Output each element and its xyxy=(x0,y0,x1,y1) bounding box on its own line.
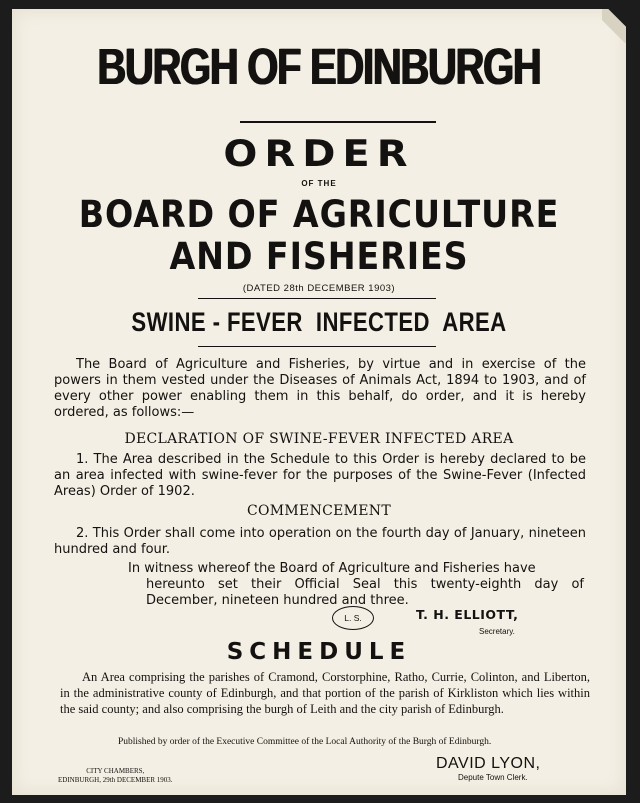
signatory-title: Secretary. xyxy=(479,627,515,636)
chambers-address xyxy=(58,767,173,785)
area-heading: SWINE - FEVER INFECTED AREA xyxy=(131,307,507,337)
intro-paragraph: The Board of Agriculture and Fisheries, by virtue and in exercise of the powers in them vested under the Diseases of Animals Act, 1894 to 1903, and of every other power enabling them in this behalf, do order, and it is hereby ordered, as follows:— xyxy=(54,357,586,420)
published-notice: Published by order of the Executive Committee of the Local Authority of the Burgh of Edinburgh. xyxy=(118,737,492,747)
witness-paragraph xyxy=(128,561,584,609)
board-heading-line1: BOARD OF AGRICULTURE xyxy=(78,193,560,236)
clause-1: 1. The Area described in the Schedule to this Order is hereby declared to be an area infected with swine-fever for the purposes of the Swine-Fever (Infected Areas) Order of 1902. xyxy=(54,452,586,499)
official-seal: L. S. xyxy=(332,606,374,630)
chambers-line-1: CITY CHAMBERS, xyxy=(86,767,145,775)
of-the-label: OF THE xyxy=(301,179,337,188)
clause-2: 2. This Order shall come into operation on the fourth day of January, nineteen hundred and four. xyxy=(54,526,586,557)
schedule-paragraph: An Area comprising the parishes of Cramond, Corstorphine, Ratho, Currie, Colinton, and Liberton, in the administrative county of Edinburgh, and that portion of the parish of Kirkliston which lies within the said county; and also comprising the burgh of Leith and the city parish of Edinburgh. xyxy=(60,670,590,716)
witness-line-1: In witness whereof the Board of Agriculture and Fisheries have xyxy=(128,561,536,576)
commencement-heading: COMMENCEMENT xyxy=(246,503,391,519)
board-heading xyxy=(43,194,596,278)
divider-rule xyxy=(240,121,436,123)
poster-sheet xyxy=(12,9,626,795)
board-heading-line2: AND FISHERIES xyxy=(169,235,469,278)
signatory-name: T. H. ELLIOTT, xyxy=(416,607,519,622)
witness-rest: hereunto set their Official Seal this twenty-eighth day of December, nineteen hundred and three. xyxy=(146,577,584,608)
order-heading: ORDER xyxy=(223,132,415,176)
clerk-name: DAVID LYON, xyxy=(436,755,541,772)
divider-rule xyxy=(198,298,436,299)
declaration-heading: DECLARATION OF SWINE-FEVER INFECTED AREA xyxy=(124,431,514,447)
poster-title: BURGH OF EDINBURGH xyxy=(97,38,541,95)
chambers-line-2: EDINBURGH, 29th DECEMBER 1903. xyxy=(58,776,173,784)
clerk-title: Depute Town Clerk. xyxy=(458,773,528,782)
dated-line: (DATED 28th DECEMBER 1903) xyxy=(242,283,396,294)
torn-corner xyxy=(602,9,626,43)
schedule-heading: SCHEDULE xyxy=(226,639,412,665)
divider-rule xyxy=(198,346,436,347)
